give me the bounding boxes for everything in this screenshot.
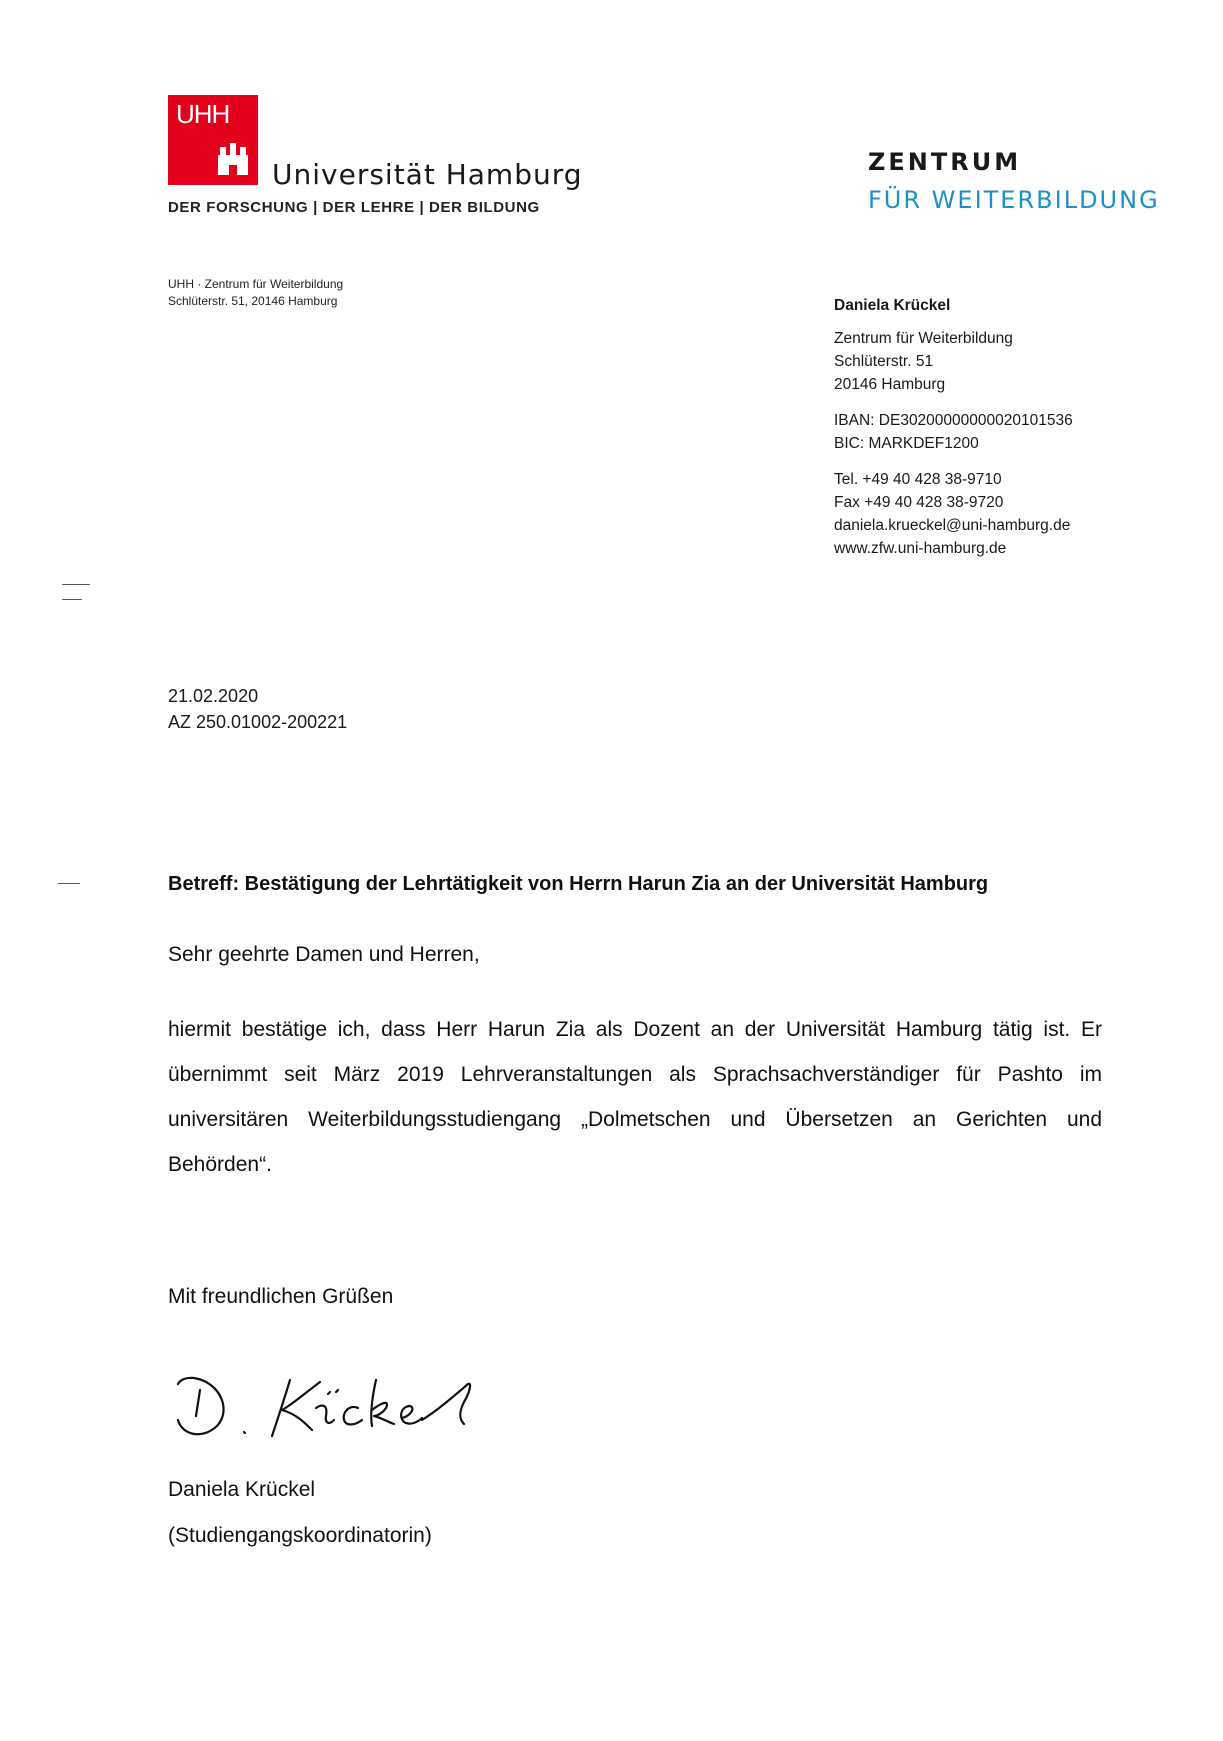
fold-mark [58,883,80,884]
centre-subtitle: FÜR WEITERBILDUNG [868,186,1160,214]
return-address-line: Schlüterstr. 51, 20146 Hamburg [168,294,338,308]
sender-fax: Fax +49 40 428 38-9720 [834,494,1004,511]
sender-bic: BIC: MARKDEF1200 [834,435,979,452]
sender-bank [834,409,1073,455]
sender-tel: Tel. +49 40 428 38-9710 [834,471,1002,488]
university-motto: DER FORSCHUNG | DER LEHRE | DER BILDUNG [168,199,540,216]
sender-city: 20146 Hamburg [834,376,946,393]
return-address [168,276,343,310]
sender-contact [834,468,1073,560]
sender-name: Daniela Krückel [834,297,951,314]
sender-address [834,327,1073,396]
university-logo [168,95,258,185]
sender-street: Schlüterstr. 51 [834,353,934,370]
fold-mark [62,584,90,585]
letter-date: 21.02.2020 [168,686,259,706]
letter-reference: AZ 250.01002-200221 [168,712,348,732]
logo-text: UHH [176,99,230,129]
sender-web: www.zfw.uni-hamburg.de [834,540,1007,557]
handwritten-signature [172,1360,512,1450]
letter-subject: Betreff: Bestätigung der Lehrtätigkeit von Herrn Harun Zia an der Universität Hamburg [168,873,989,895]
date-reference [168,683,347,735]
centre-title: ZENTRUM [868,148,1022,176]
fold-mark [62,599,82,600]
sender-iban: IBAN: DE30200000000020101536 [834,412,1073,429]
letter-body: hiermit bestätige ich, dass Herr Harun Zia als Dozent an der Universität Hamburg tätig ist. Er übernimmt seit März 2019 Lehrveranstaltungen als Sprachsachverständiger für Pashto im universitären Weiterbildungsstudiengang „Dolmetschen und Übersetzen an Gerichten und Behörden“. [168,1018,1102,1176]
return-address-line: UHH · Zentrum für Weiterbildung [168,277,344,291]
signer-role: (Studiengangskoordinatorin) [168,1524,432,1547]
signer-name: Daniela Krückel [168,1478,316,1501]
sender-info [834,294,1073,560]
sender-email: daniela.krueckel@uni-hamburg.de [834,517,1071,534]
letter-salutation: Sehr geehrte Damen und Herren, [168,943,480,966]
castle-icon [216,141,250,175]
letter-closing: Mit freundlichen Grüßen [168,1285,394,1308]
university-name: Universität Hamburg [272,158,583,191]
sender-org: Zentrum für Weiterbildung [834,330,1013,347]
